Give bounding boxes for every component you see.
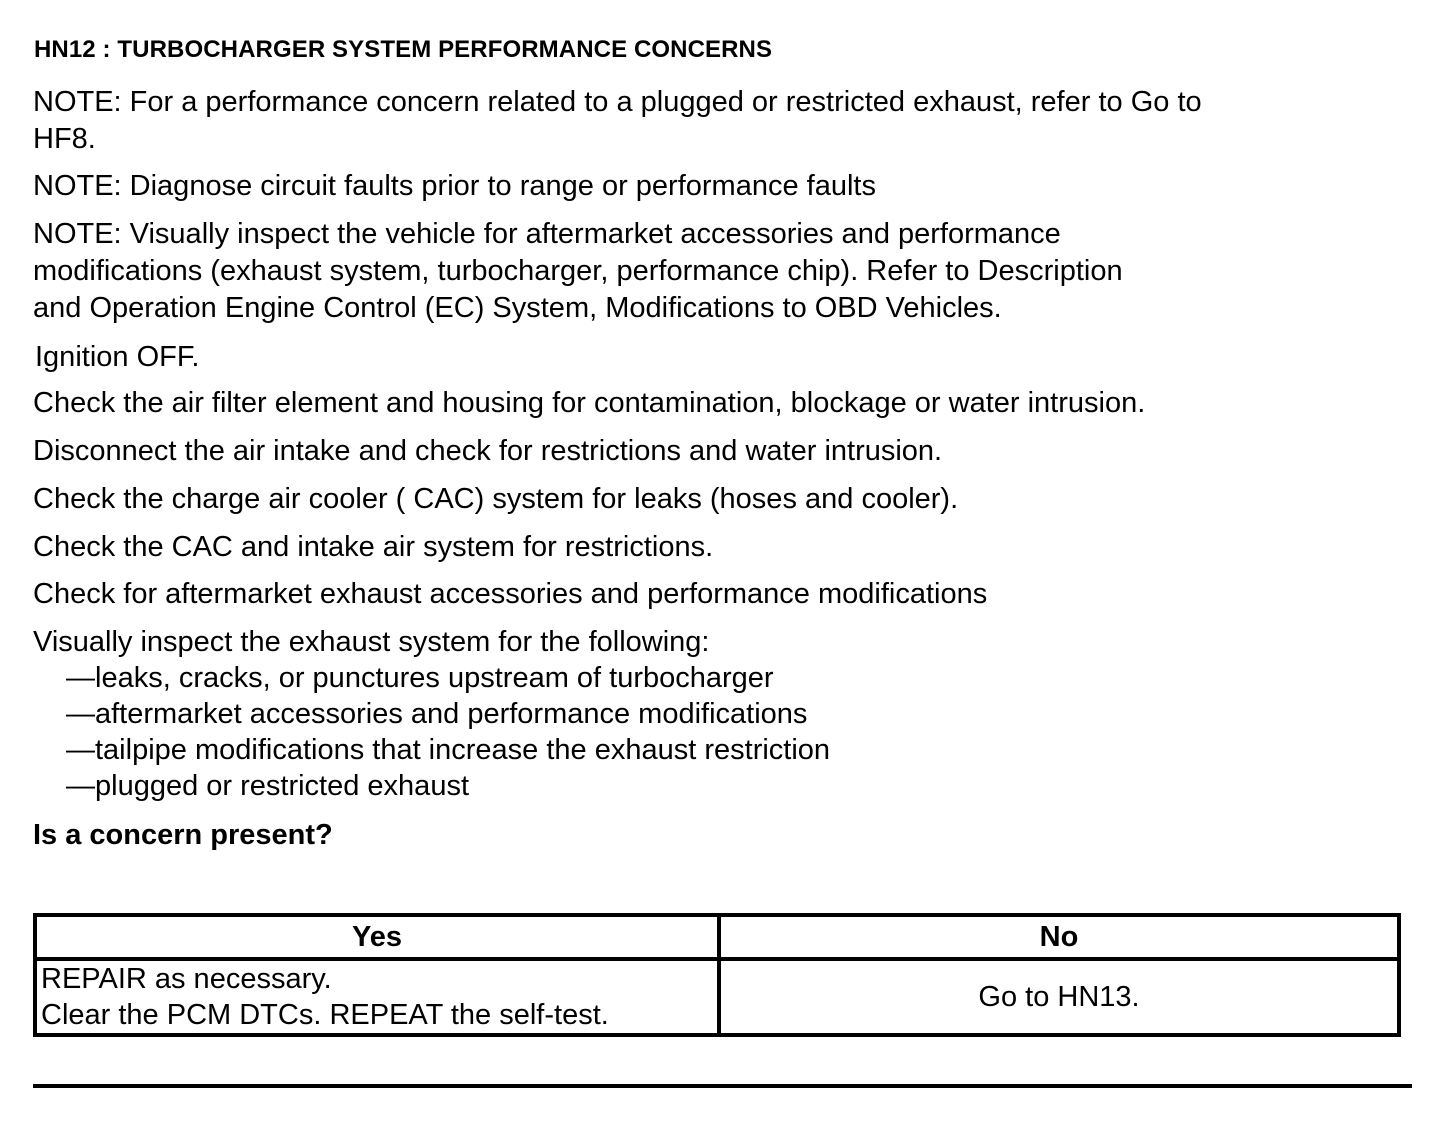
step-air-filter: Check the air filter element and housing for contamination, blockage or water intrusion.: [33, 387, 1146, 419]
inspection-item: —leaks, cracks, or punctures upstream of turbocharger: [66, 662, 774, 694]
note-line: NOTE: For a performance concern related to a plugged or restricted exhaust, refer to Go to: [33, 86, 1202, 118]
inspection-item: —aftermarket accessories and performance modifications: [66, 698, 808, 730]
note-line: modifications (exhaust system, turbocharger, performance chip). Refer to Description: [33, 255, 1123, 287]
step-ignition-off: Ignition OFF.: [35, 341, 200, 373]
answer-table: [33, 913, 1401, 1037]
yes-action-line: Clear the PCM DTCs. REPEAT the self-test.: [41, 999, 609, 1031]
inspection-item: —plugged or restricted exhaust: [66, 770, 469, 802]
yes-action-cell: [35, 959, 719, 1035]
note-aftermarket: [33, 216, 1433, 327]
yes-action-line: REPAIR as necessary.: [41, 963, 332, 995]
table-row: [35, 959, 1399, 1035]
step-cac-restrictions: Check the CAC and intake air system for restrictions.: [33, 531, 714, 563]
step-cac-leaks: Check the charge air cooler ( CAC) system for leaks (hoses and cooler).: [33, 483, 959, 515]
header-yes: Yes: [35, 915, 719, 959]
step-aftermarket-exhaust: Check for aftermarket exhaust accessories and performance modifications: [33, 578, 988, 610]
header-no: No: [719, 915, 1399, 959]
note-line: and Operation Engine Control (EC) System, Modifications to OBD Vehicles.: [33, 292, 1002, 324]
note-diagnose-circuit: [33, 168, 876, 205]
table-header-row: [35, 915, 1399, 959]
note-line: NOTE: Diagnose circuit faults prior to range or performance faults: [33, 170, 876, 202]
step-air-intake: Disconnect the air intake and check for restrictions and water intrusion.: [33, 435, 943, 467]
exhaust-inspection: [33, 624, 1433, 804]
no-action-cell: Go to HN13.: [719, 959, 1399, 1035]
page-title: HN12 : TURBOCHARGER SYSTEM PERFORMANCE CONCERNS: [34, 36, 773, 63]
note-line: HF8.: [33, 123, 96, 155]
bottom-divider: [33, 1084, 1412, 1088]
note-plugged-exhaust: [33, 84, 1433, 158]
inspection-intro: Visually inspect the exhaust system for the following:: [33, 626, 710, 658]
note-line: NOTE: Visually inspect the vehicle for aftermarket accessories and performance: [33, 218, 1061, 250]
concern-question: Is a concern present?: [33, 819, 333, 851]
inspection-item: —tailpipe modifications that increase the exhaust restriction: [66, 734, 831, 766]
